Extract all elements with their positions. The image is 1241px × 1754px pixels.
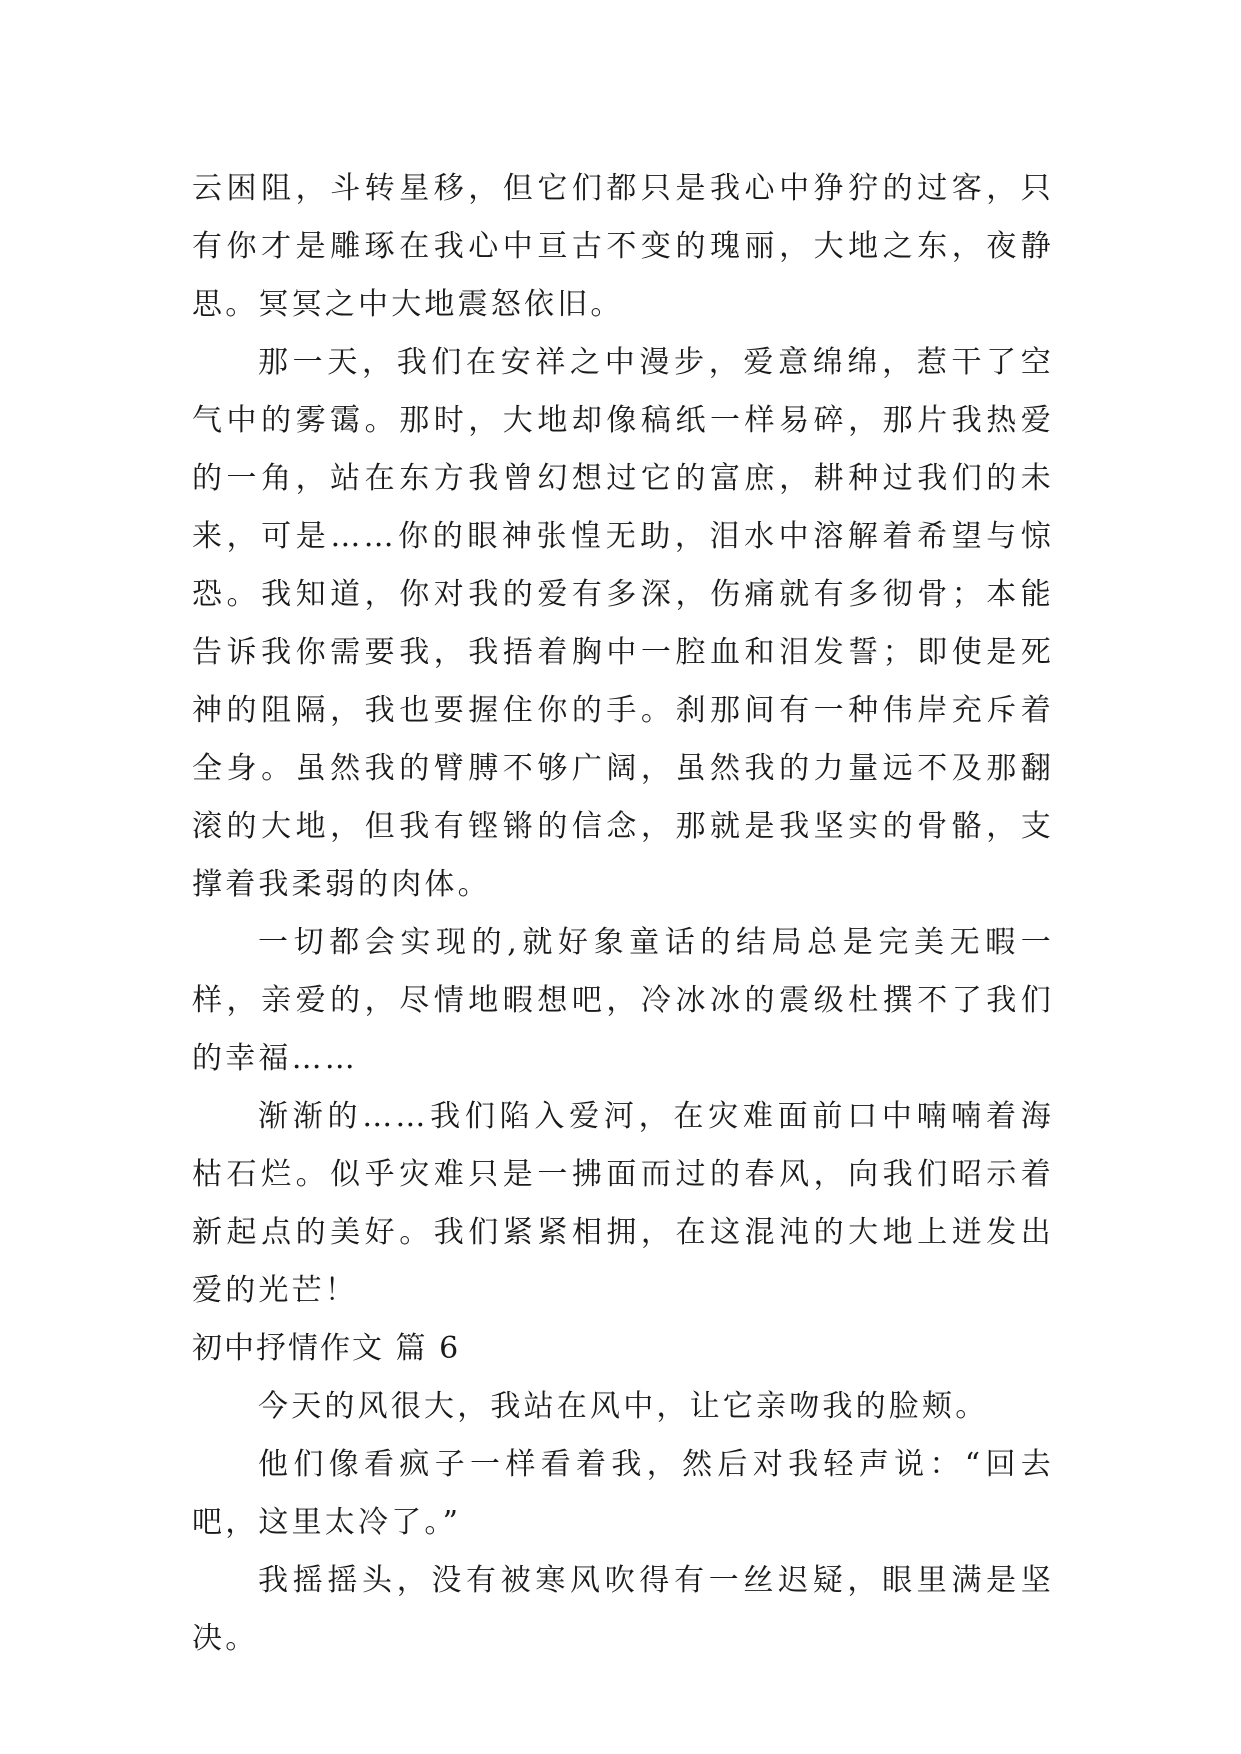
- paragraph-6: 他们像看疯子一样看着我，然后对我轻声说：“回去吧，这里太冷了。”: [192, 1447, 1054, 1540]
- paragraph-5: 今天的风很大，我站在风中，让它亲吻我的脸颊。: [258, 1389, 989, 1424]
- document-page: [192, 160, 1054, 1668]
- paragraph-1: 云困阻，斗转星移，但它们都只是我心中狰狞的过客，只有你才是雕琢在我心中亘古不变的瑰丽，大地之东，夜静思。冥冥之中大地震怒依旧。: [192, 171, 1054, 322]
- section-heading: 初中抒情作文 篇 6: [192, 1331, 461, 1366]
- paragraph-3: 一切都会实现的,就好象童话的结局总是完美无暇一样，亲爱的，尽情地暇想吧，冷冰冰的震级杜撰不了我们的幸福……: [192, 925, 1054, 1076]
- paragraph-2: 那一天，我们在安祥之中漫步，爱意绵绵，惹干了空气中的雾霭。那时，大地却像稿纸一样易碎，那片我热爱的一角，站在东方我曾幻想过它的富庶，耕种过我们的未来，可是……你的眼神张惶无助，泪水中溶解着希望与惊恐。我知道，你对我的爱有多深，伤痛就有多彻骨；本能告诉我你需要我，我捂着胸中一腔血和泪发誓；即使是死神的阻隔，我也要握住你的手。刹那间有一种伟岸充斥着全身。虽然我的臂膊不够广阔，虽然我的力量远不及那翻滚的大地，但我有铿锵的信念，那就是我坚实的骨骼，支撑着我柔弱的肉体。: [192, 345, 1054, 902]
- paragraph-4: 渐渐的……我们陷入爱河，在灾难面前口中喃喃着海枯石烂。似乎灾难只是一拂面而过的春风，向我们昭示着新起点的美好。我们紧紧相拥，在这混沌的大地上迸发出爱的光芒！: [192, 1099, 1054, 1308]
- paragraph-7: 我摇摇头，没有被寒风吹得有一丝迟疑，眼里满是坚决。: [192, 1563, 1054, 1656]
